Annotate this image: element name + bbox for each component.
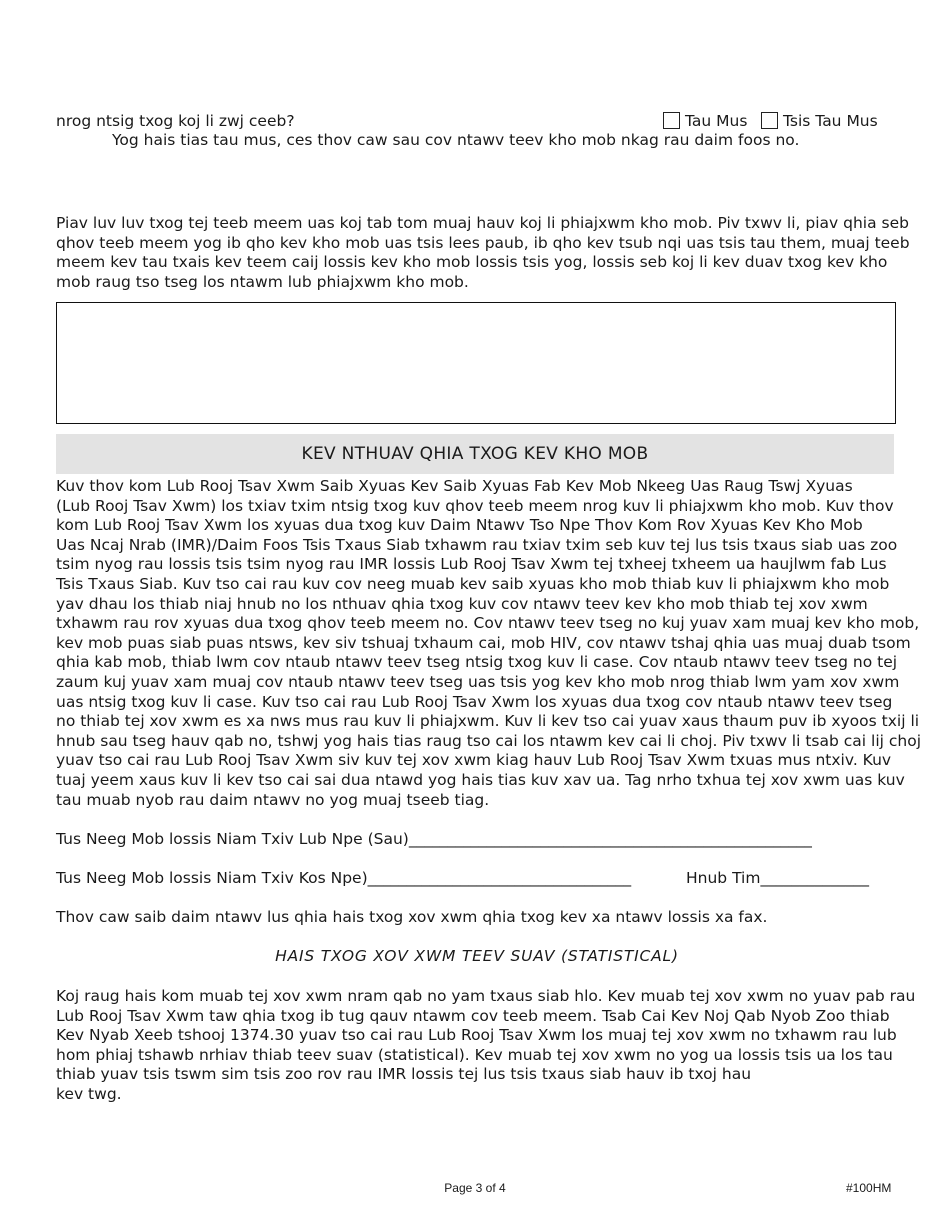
medical-line: txhawm rau rov xyuas dua txog qhov teeb meem no. Cov ntawv teev tseg no kuj yuav xam muaj kev kho mob,: [56, 614, 920, 633]
medical-line: yav dhau los thiab niaj hnub no los nthuav qhia txog kuv cov ntawv teev kev kho mob thiab tej xov xwm: [56, 594, 868, 613]
statistical-line: thiab yuav tsis tswm sim tsis zoo rov rau IMR lossis tej lus tsis txaus siab hauv ib txoj hau: [56, 1065, 752, 1084]
statistical-line: hom phiaj tshawb nrhiav thiab teev suav (statistical). Kev muab tej xov xwm no yog ua lossis tsis ua los tau: [56, 1045, 893, 1064]
date-row: [686, 869, 869, 889]
checkbox-option-yes[interactable]: [663, 112, 747, 132]
statistical-line: kev twg.: [56, 1084, 122, 1103]
form-id: #100HM: [846, 1181, 892, 1195]
fax-note: Thov caw saib daim ntawv lus qhia hais txog xov xwm qhia txog kev xa ntawv lossis xa fax.: [56, 908, 768, 926]
medical-paragraph: [56, 477, 921, 810]
page-number: Page 3 of 4: [444, 1181, 506, 1195]
medical-line: kom Lub Rooj Tsav Xwm los xyuas dua txog kuv Daim Ntawv Tso Npe Thov Kom Rov Xyuas Kev Kho Mob: [56, 516, 863, 535]
question-instruction: Yog hais tias tau mus, ces thov caw sau cov ntawv teev kho mob nkag rau daim foos no.: [112, 131, 800, 149]
describe-paragraph: [56, 214, 910, 292]
date-field[interactable]: ______________: [760, 869, 869, 887]
statistical-line: Kev Nyab Xeeb tshooj 1374.30 yuav tso cai rau Lub Rooj Tsav Xwm los muaj tej xov xwm no txhawm rau lub: [56, 1026, 897, 1045]
patient-signature-field[interactable]: )__________________________________: [361, 869, 632, 887]
question-text: nrog ntsig txog koj li zwj ceeb?: [56, 112, 295, 130]
patient-name-row: [56, 830, 812, 850]
checkbox-option-no[interactable]: [761, 112, 878, 132]
statistical-heading: HAIS TXOG XOV XWM TEEV SUAV (STATISTICAL): [275, 947, 679, 965]
medical-line: qhia kab mob, thiab lwm cov ntaub ntawv teev tseg ntsig txog kuv li case. Cov ntaub ntawv teev tseg no tej: [56, 653, 898, 672]
option-yes-label: Tau Mus: [685, 112, 748, 130]
medical-line: tsim nyog rau lossis tsis tsim nyog rau IMR lossis Lub Rooj Tsav Xwm tej txheej txheem ua haujlwm fab Lus: [56, 555, 887, 574]
statistical-line: Koj raug hais kom muab tej xov xwm nram qab no yam txaus siab hlo. Kev muab tej xov xwm no yuav pab rau: [56, 987, 916, 1005]
patient-name-field[interactable]: ____________________________________________________: [408, 830, 812, 848]
medical-line: tau muab nyob rau daim ntawv no yog muaj tseeb tiag.: [56, 790, 490, 809]
medical-line: yuav tso cai rau Lub Rooj Tsav Xwm siv kuv tej xov xwm kiag hauv Lub Rooj Tsav Xwm txuas mus ntxiv. Kuv: [56, 751, 892, 770]
problem-description-box[interactable]: [56, 302, 896, 424]
statistical-line: Lub Rooj Tsav Xwm taw qhia txog ib tug qauv ntawm cov teeb meem. Tsab Cai Kev Noj Qab Nyob Zoo thiab: [56, 1006, 890, 1025]
medical-line: zaum kuj yuav xam muaj cov ntaub ntawv teev tseg uas tsis yog kev kho mob nrog thiab lwm yam xov xwm: [56, 672, 900, 691]
medical-line: hnub sau tseg hauv qab no, tshwj yog hais tias raug tso cai los ntawm kev cai li choj. Piv txwv li tsab cai lij choj: [56, 731, 921, 750]
medical-line: Kuv thov kom Lub Rooj Tsav Xwm Saib Xyuas Kev Saib Xyuas Fab Kev Mob Nkeeg Uas Raug Tswj Xyuas: [56, 477, 853, 495]
describe-line: meem kev tau txais kev teem caij lossis kev kho mob lossis tsis yog, lossis seb koj li kev duav txog kev kho: [56, 253, 888, 272]
medical-line: Tsis Txaus Siab. Kuv tso cai rau kuv cov neeg muab kev saib xyuas kho mob thiab kuv li phiajxwm kho mob: [56, 574, 890, 593]
patient-signature-label: Tus Neeg Mob lossis Niam Txiv Kos Npe: [56, 869, 362, 887]
checkbox-yes-box[interactable]: [663, 112, 680, 129]
medical-line: tuaj yeem xaus kuv li kev tso cai sai dua ntawd yog hais tias kuv xav ua. Tag nrho txhua tej xov xwm uas kuv: [56, 770, 905, 789]
statistical-paragraph: [56, 987, 916, 1105]
date-label: Hnub Tim: [686, 869, 761, 887]
medical-line: no thiab tej xov xwm es xa nws mus rau kuv li phiajxwm. Kuv li kev tso cai yuav xaus thaum puv ib xyoos txij li: [56, 712, 920, 731]
checkbox-no-box[interactable]: [761, 112, 778, 129]
describe-line: qhov teeb meem yog ib qho kev kho mob uas tsis lees paub, ib qho kev tsub nqi uas tsis tau them, muaj teeb: [56, 233, 910, 252]
medical-line: uas ntsig txog kuv li case. Kuv tso cai rau Lub Rooj Tsav Xwm los xyuas dua txog cov ntaub ntawv teev tseg: [56, 692, 893, 711]
medical-line: (Lub Rooj Tsav Xwm) los txiav txim ntsig txog kuv qhov teeb meem nrog kuv li phiajxwm kho mob. Kuv thov: [56, 496, 894, 515]
medical-section-heading: KEV NTHUAV QHIA TXOG KEV KHO MOB: [56, 434, 894, 474]
describe-line: mob raug tso tseg los ntawm lub phiajxwm kho mob.: [56, 272, 469, 291]
option-no-label: Tsis Tau Mus: [783, 112, 878, 130]
describe-line: Piav luv luv txog tej teeb meem uas koj tab tom muaj hauv koj li phiajxwm kho mob. Piv txwv li, piav qhia seb: [56, 214, 909, 232]
medical-line: Uas Ncaj Nrab (IMR)/Daim Foos Tsis Txaus Siab txhawm rau txiav txim seb kuv tej lus tsis txaus siab uas zoo: [56, 535, 898, 554]
medical-line: kev mob puas siab puas ntsws, kev siv tshuaj txhaum cai, mob HIV, cov ntawv tshaj qhia uas muaj duab tsom: [56, 633, 911, 652]
patient-signature-row: [56, 869, 631, 889]
patient-name-label: Tus Neeg Mob lossis Niam Txiv Lub Npe (Sau): [56, 830, 409, 848]
